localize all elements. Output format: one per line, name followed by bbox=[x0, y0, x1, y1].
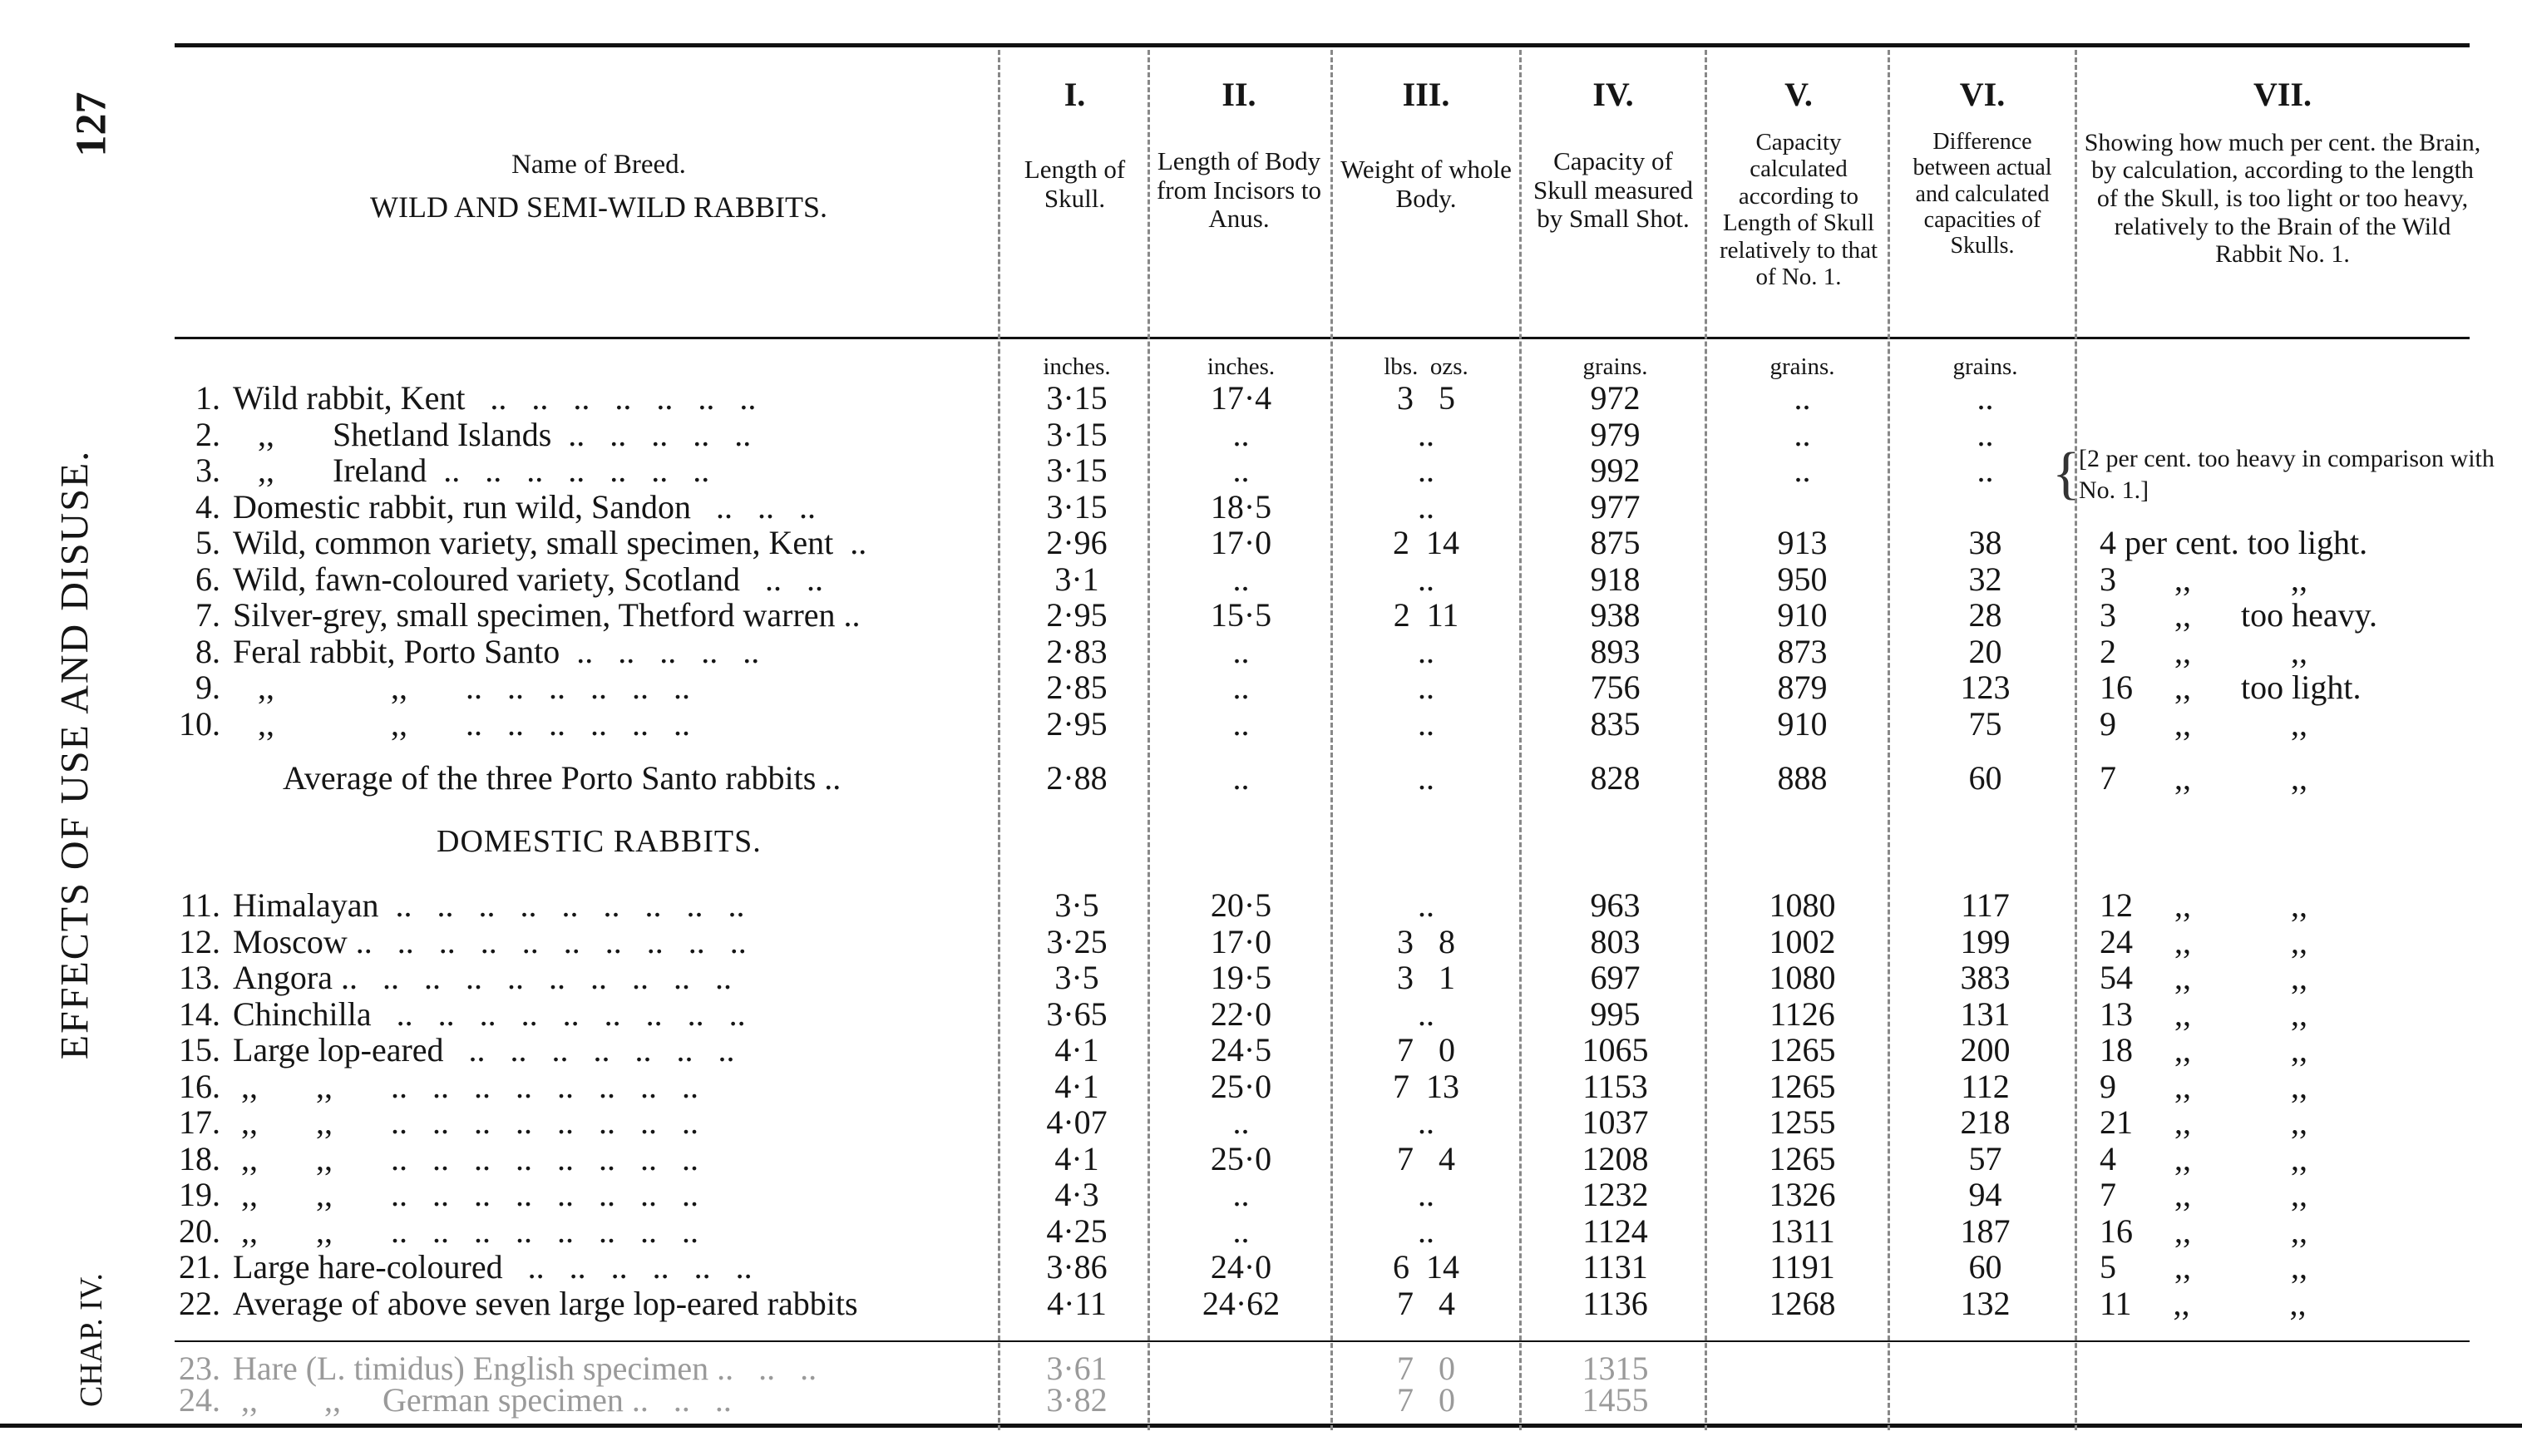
cell-c4: 1208 bbox=[1582, 1139, 1649, 1177]
cell-c1: 2·96 bbox=[1046, 524, 1108, 561]
cell-c5: 1080 bbox=[1769, 959, 1836, 996]
table-row bbox=[0, 1247, 2522, 1284]
cell-c5: 1191 bbox=[1769, 1248, 1835, 1286]
cell-name: ,, ,, .. .. .. .. .. .. .. .. bbox=[233, 1212, 698, 1250]
cell-c6: 20 bbox=[1968, 632, 2002, 670]
table-row bbox=[0, 1030, 2522, 1067]
cell-no: 10. bbox=[179, 704, 220, 743]
cell-no: 12. bbox=[179, 922, 220, 960]
cell-no: 16. bbox=[179, 1067, 220, 1105]
cell-c7: 24 ,, ,, bbox=[2100, 922, 2307, 960]
cell-c5: 1265 bbox=[1769, 1031, 1836, 1069]
cell-c5: .. bbox=[1794, 452, 1811, 489]
cell-c7: 4 ,, ,, bbox=[2100, 1139, 2307, 1177]
cell-name: Wild rabbit, Kent .. .. .. .. .. .. .. bbox=[233, 379, 757, 417]
cell-c3: 7 0 bbox=[1397, 1350, 1455, 1387]
brace-rows-1-4: { bbox=[2052, 442, 2080, 506]
cell-name: ,, ,, .. .. .. .. .. .. .. .. bbox=[233, 1176, 698, 1213]
average-porto-santo-row: Average of the three Porto Santo rabbits .. 2·88 .. .. 828 888 60 7 ,, ,, bbox=[283, 759, 2307, 797]
table-row bbox=[0, 1175, 2522, 1212]
cell-c6: 131 bbox=[1960, 995, 2011, 1033]
cell-c5: 1080 bbox=[1769, 886, 1836, 924]
cell-name: ,, ,, .. .. .. .. .. .. .. .. bbox=[233, 1103, 698, 1141]
cell-c2: .. bbox=[1232, 560, 1250, 598]
cell-c7: 16 ,, ,, bbox=[2100, 1212, 2307, 1250]
cell-no: 2. bbox=[195, 415, 220, 453]
cell-name: ,, ,, German specimen .. .. .. bbox=[233, 1381, 732, 1419]
hare-rule bbox=[175, 1340, 2470, 1342]
cell-c2: 17·0 bbox=[1210, 524, 1272, 561]
cell-name: Wild, common variety, small specimen, Kent .. bbox=[233, 524, 867, 561]
cell-c7: 12 ,, ,, bbox=[2100, 886, 2307, 924]
cell-c1: 4·25 bbox=[1046, 1212, 1108, 1250]
cell-c3: .. bbox=[1418, 487, 1434, 526]
cell-c4: 1455 bbox=[1582, 1381, 1649, 1419]
cell-c7: 9 ,, ,, bbox=[2100, 704, 2307, 743]
table-row bbox=[0, 958, 2522, 995]
cell-c3: 3 8 bbox=[1397, 922, 1455, 960]
cell-c2: .. bbox=[1232, 632, 1250, 670]
cell-c7: 13 ,, ,, bbox=[2100, 995, 2307, 1033]
cell-c6: 187 bbox=[1960, 1212, 2011, 1250]
cell-c2: 18·5 bbox=[1210, 487, 1272, 526]
cell-c1: 3·86 bbox=[1046, 1248, 1108, 1286]
cell-no: 4. bbox=[195, 487, 220, 526]
cell-c4: 995 bbox=[1590, 995, 1641, 1033]
header-rule bbox=[175, 337, 2470, 339]
table-row bbox=[0, 1103, 2522, 1139]
cell-c4: 1131 bbox=[1582, 1248, 1648, 1286]
cell-c6: 117 bbox=[1961, 886, 2010, 924]
cell-c7: 21 ,, ,, bbox=[2100, 1103, 2307, 1141]
cell-c4: 918 bbox=[1590, 560, 1641, 598]
cell-c5: 1255 bbox=[1769, 1103, 1836, 1141]
cell-c4: 803 bbox=[1590, 922, 1641, 960]
cell-c4: 893 bbox=[1590, 632, 1641, 670]
table-row bbox=[0, 704, 2522, 741]
cell-name: ,, ,, .. .. .. .. .. .. bbox=[233, 704, 690, 743]
cell-name: Himalayan .. .. .. .. .. .. .. .. .. bbox=[233, 886, 745, 924]
cell-c7: 3 ,, ,, bbox=[2100, 560, 2307, 598]
cell-c4: 972 bbox=[1590, 379, 1641, 417]
cell-c7: 2 ,, ,, bbox=[2100, 632, 2307, 670]
table-row bbox=[0, 632, 2522, 669]
units-col-3: lbs. ozs. bbox=[1384, 353, 1468, 380]
average-label: Average of the three Porto Santo rabbits .. bbox=[283, 759, 841, 797]
cell-c4: 938 bbox=[1590, 596, 1641, 634]
cell-c7: 7 ,, ,, bbox=[2100, 1176, 2307, 1213]
cell-c3: .. bbox=[1418, 995, 1434, 1033]
cell-name: ,, ,, .. .. .. .. .. .. .. .. bbox=[233, 1067, 698, 1105]
page-number: 127 bbox=[67, 91, 116, 157]
cell-c3: .. bbox=[1418, 632, 1434, 670]
header-col-2: II. Length of Body from Incisors to Anus. bbox=[1156, 76, 1322, 234]
cell-c6: 38 bbox=[1968, 524, 2002, 561]
cell-no: 19. bbox=[179, 1176, 220, 1213]
cell-c4: 875 bbox=[1590, 524, 1641, 561]
cell-name: Angora .. .. .. .. .. .. .. .. .. .. bbox=[233, 959, 732, 996]
cell-c6: 218 bbox=[1960, 1103, 2011, 1141]
cell-c6: 123 bbox=[1960, 669, 2011, 706]
cell-c1: 4·11 bbox=[1047, 1284, 1107, 1322]
table-row bbox=[0, 1284, 2522, 1320]
units-col-2: inches. bbox=[1207, 353, 1276, 380]
cell-name: Average of above seven large lop-eared rabbits bbox=[233, 1284, 858, 1322]
cell-c2: 24·5 bbox=[1210, 1031, 1272, 1069]
cell-c2: .. bbox=[1232, 704, 1250, 743]
cell-c2: 19·5 bbox=[1210, 959, 1272, 996]
cell-no: 5. bbox=[195, 524, 220, 561]
cell-c6: 199 bbox=[1960, 922, 2011, 960]
cell-no: 1. bbox=[195, 379, 220, 417]
cell-c3: 3 1 bbox=[1397, 959, 1455, 996]
header-name-label: Name of Breed. bbox=[511, 150, 686, 180]
table-row bbox=[0, 595, 2522, 632]
cell-c5: .. bbox=[1794, 379, 1811, 417]
header-col-7: VII. Showing how much per cent. the Brain, by calculation, according to the length of the Skull, is too light or too heavy, relatively to the Brain of the Wild Rabbit No. 1. bbox=[2084, 76, 2481, 269]
cell-c6: 200 bbox=[1960, 1031, 2011, 1069]
cell-c3: .. bbox=[1418, 1103, 1434, 1141]
cell-c7: 9 ,, ,, bbox=[2100, 1067, 2307, 1105]
cell-c2: 17·4 bbox=[1210, 379, 1272, 417]
cell-no: 7. bbox=[195, 596, 220, 634]
cell-c7: 4 per cent. too light. bbox=[2100, 524, 2368, 561]
cell-c5: 913 bbox=[1777, 524, 1828, 561]
units-col-4: grains. bbox=[1582, 353, 1648, 380]
cell-c5: 879 bbox=[1777, 669, 1828, 706]
cell-c2: 17·0 bbox=[1210, 922, 1272, 960]
cell-no: 3. bbox=[195, 452, 220, 489]
table-row bbox=[0, 886, 2522, 922]
cell-c6: 75 bbox=[1968, 704, 2002, 743]
table-row bbox=[0, 995, 2522, 1031]
cell-c6: 32 bbox=[1968, 560, 2002, 598]
cell-c1: 2·85 bbox=[1046, 669, 1108, 706]
cell-c6: .. bbox=[1977, 452, 1994, 489]
cell-c6: 112 bbox=[1961, 1067, 2010, 1105]
cell-c6: 132 bbox=[1960, 1284, 2011, 1322]
cell-no: 24. bbox=[179, 1381, 220, 1419]
cell-name: Silver-grey, small specimen, Thetford warren .. bbox=[233, 596, 861, 634]
cell-c1: 3·15 bbox=[1046, 415, 1108, 453]
cell-c1: 3·65 bbox=[1046, 995, 1108, 1033]
running-title: EFFECTS OF USE AND DISUSE. bbox=[52, 449, 97, 1060]
cell-c6: 60 bbox=[1968, 1248, 2002, 1286]
cell-c1: 3·25 bbox=[1046, 922, 1108, 960]
cell-c7: 11 ,, ,, bbox=[2100, 1284, 2307, 1322]
cell-name: ,, Ireland .. .. .. .. .. .. .. bbox=[233, 452, 710, 489]
cell-c3: 7 4 bbox=[1397, 1284, 1455, 1322]
cell-name: Feral rabbit, Porto Santo .. .. .. .. .. bbox=[233, 632, 760, 670]
cell-c1: 3·82 bbox=[1046, 1381, 1108, 1419]
cell-c2: 24·0 bbox=[1210, 1248, 1272, 1286]
cell-c6: 57 bbox=[1968, 1139, 2002, 1177]
cell-c5: 910 bbox=[1777, 704, 1828, 743]
header-col-6: VI. Difference between actual and calculated capacities of Skulls. bbox=[1912, 76, 2052, 259]
cell-name: Large hare-coloured .. .. .. .. .. .. bbox=[233, 1248, 753, 1286]
cell-c1: 2·83 bbox=[1046, 632, 1108, 670]
cell-c5: 950 bbox=[1777, 560, 1828, 598]
note-rows-1-4: [2 per cent. too heavy in comparison with No. 1.] bbox=[2079, 445, 2495, 504]
cell-c1: 4·1 bbox=[1054, 1139, 1099, 1177]
cell-no: 9. bbox=[195, 669, 220, 706]
table-row bbox=[0, 1212, 2522, 1248]
domestic-section-title: DOMESTIC RABBITS. bbox=[437, 824, 762, 859]
table-row bbox=[0, 1067, 2522, 1103]
cell-no: 22. bbox=[179, 1284, 220, 1322]
cell-no: 15. bbox=[179, 1031, 220, 1069]
cell-c2: 25·0 bbox=[1210, 1067, 1272, 1105]
table-row bbox=[0, 1139, 2522, 1176]
cell-c5: .. bbox=[1794, 415, 1811, 453]
cell-c1: 3·15 bbox=[1046, 452, 1108, 489]
table-row bbox=[0, 922, 2522, 959]
cell-c2: 22·0 bbox=[1210, 995, 1272, 1033]
cell-c2: .. bbox=[1232, 1103, 1250, 1141]
cell-c1: 3·5 bbox=[1054, 959, 1099, 996]
cell-c1: 3·15 bbox=[1046, 487, 1108, 526]
cell-no: 23. bbox=[179, 1350, 220, 1387]
cell-no: 13. bbox=[179, 959, 220, 996]
cell-c5: 1265 bbox=[1769, 1139, 1836, 1177]
cell-c7: 3 ,, too heavy. bbox=[2100, 596, 2378, 634]
cell-c2: 24·62 bbox=[1202, 1284, 1281, 1322]
cell-c3: .. bbox=[1418, 669, 1434, 706]
header-name bbox=[216, 150, 981, 224]
units-col-1: inches. bbox=[1043, 353, 1111, 380]
cell-c3: .. bbox=[1418, 452, 1434, 489]
cell-c3: 7 13 bbox=[1393, 1067, 1459, 1105]
cell-c1: 4·07 bbox=[1046, 1103, 1108, 1141]
cell-c1: 4·1 bbox=[1054, 1067, 1099, 1105]
cell-c7: 54 ,, ,, bbox=[2100, 959, 2307, 996]
table-row bbox=[0, 378, 2522, 415]
cell-c3: .. bbox=[1418, 704, 1434, 743]
table-row bbox=[0, 560, 2522, 596]
cell-c1: 3·61 bbox=[1046, 1350, 1108, 1387]
cell-c4: 977 bbox=[1590, 487, 1641, 526]
cell-name: Moscow .. .. .. .. .. .. .. .. .. .. bbox=[233, 922, 747, 960]
cell-c1: 3·15 bbox=[1046, 379, 1108, 417]
cell-c3: 7 0 bbox=[1397, 1031, 1455, 1069]
cell-name: Large lop-eared .. .. .. .. .. .. .. bbox=[233, 1031, 735, 1069]
cell-c4: 1136 bbox=[1582, 1284, 1648, 1322]
cell-name: ,, ,, .. .. .. .. .. .. bbox=[233, 669, 690, 706]
cell-c7: 5 ,, ,, bbox=[2100, 1248, 2307, 1286]
bottom-rule bbox=[0, 1424, 2522, 1428]
units-col-6: grains. bbox=[1952, 353, 2018, 380]
cell-no: 14. bbox=[179, 995, 220, 1033]
top-rule bbox=[175, 43, 2470, 47]
cell-c4: 1037 bbox=[1582, 1103, 1649, 1141]
cell-c3: .. bbox=[1418, 1212, 1434, 1250]
cell-c3: .. bbox=[1418, 415, 1434, 453]
cell-c4: 1315 bbox=[1582, 1350, 1649, 1387]
cell-c2: .. bbox=[1232, 1212, 1250, 1250]
table-row bbox=[0, 1380, 2522, 1417]
cell-c7: 18 ,, ,, bbox=[2100, 1031, 2307, 1069]
header-col-1: I. Length of Skull. bbox=[1024, 76, 1126, 213]
chapter-label: CHAP. IV. bbox=[74, 1273, 109, 1407]
cell-c3: .. bbox=[1418, 1176, 1434, 1213]
cell-no: 6. bbox=[195, 560, 220, 598]
cell-c5: 1126 bbox=[1769, 995, 1835, 1033]
cell-c4: 1124 bbox=[1582, 1212, 1648, 1250]
cell-c3: .. bbox=[1418, 886, 1434, 924]
cell-c4: 963 bbox=[1590, 886, 1641, 924]
cell-name: ,, ,, .. .. .. .. .. .. .. .. bbox=[233, 1139, 698, 1177]
cell-c4: 1153 bbox=[1582, 1067, 1648, 1105]
cell-c6: .. bbox=[1977, 415, 1994, 453]
header-section: WILD AND SEMI-WILD RABBITS. bbox=[370, 190, 827, 224]
cell-c3: 3 5 bbox=[1397, 379, 1455, 417]
cell-c1: 2·95 bbox=[1046, 704, 1108, 743]
cell-c5: 873 bbox=[1777, 632, 1828, 670]
cell-c4: 992 bbox=[1590, 452, 1641, 489]
cell-c3: 6 14 bbox=[1393, 1248, 1459, 1286]
cell-c2: .. bbox=[1232, 669, 1250, 706]
cell-c6: 94 bbox=[1968, 1176, 2002, 1213]
cell-c3: 7 0 bbox=[1397, 1381, 1455, 1419]
cell-c2: .. bbox=[1232, 415, 1250, 453]
cell-c5: 1326 bbox=[1769, 1176, 1836, 1213]
cell-no: 21. bbox=[179, 1248, 220, 1286]
cell-name: Chinchilla .. .. .. .. .. .. .. .. .. bbox=[233, 995, 746, 1033]
cell-name: Hare (L. timidus) English specimen .. .. .. bbox=[233, 1350, 817, 1387]
cell-c3: .. bbox=[1418, 560, 1434, 598]
cell-c4: 835 bbox=[1590, 704, 1641, 743]
cell-c1: 2·95 bbox=[1046, 596, 1108, 634]
cell-c1: 4·3 bbox=[1054, 1176, 1099, 1213]
cell-name: Domestic rabbit, run wild, Sandon .. .. .. bbox=[233, 487, 817, 526]
cell-c4: 979 bbox=[1590, 415, 1641, 453]
cell-c1: 3·5 bbox=[1054, 886, 1099, 924]
header-col-5: V. Capacity calculated according to Length of Skull relatively to that of No. 1. bbox=[1719, 76, 1878, 291]
cell-c4: 697 bbox=[1590, 959, 1641, 996]
cell-c2: 20·5 bbox=[1210, 886, 1272, 924]
cell-name: ,, Shetland Islands .. .. .. .. .. bbox=[233, 415, 752, 453]
cell-c3: 2 14 bbox=[1393, 524, 1459, 561]
cell-c3: 7 4 bbox=[1397, 1139, 1455, 1177]
header-col-4: IV. Capacity of Skull measured by Small Shot. bbox=[1533, 76, 1693, 234]
cell-no: 8. bbox=[195, 632, 220, 670]
cell-no: 17. bbox=[179, 1103, 220, 1141]
cell-c6: 383 bbox=[1960, 959, 2011, 996]
cell-name: Wild, fawn-coloured variety, Scotland .. .. bbox=[233, 560, 824, 598]
cell-c4: 1065 bbox=[1582, 1031, 1649, 1069]
cell-c2: 25·0 bbox=[1210, 1139, 1272, 1177]
cell-no: 20. bbox=[179, 1212, 220, 1250]
header-col-3: III. Weight of whole Body. bbox=[1340, 76, 1512, 213]
cell-c7: 16 ,, too light. bbox=[2100, 669, 2362, 706]
cell-c4: 756 bbox=[1590, 669, 1641, 706]
cell-c3: 2 11 bbox=[1393, 596, 1459, 634]
cell-c5: 910 bbox=[1777, 596, 1828, 634]
cell-c6: .. bbox=[1977, 379, 1994, 417]
cell-c1: 3·1 bbox=[1054, 560, 1099, 598]
cell-no: 11. bbox=[180, 886, 220, 924]
cell-c1: 4·1 bbox=[1054, 1031, 1099, 1069]
units-col-5: grains. bbox=[1769, 353, 1835, 380]
cell-c5: 1002 bbox=[1769, 922, 1836, 960]
cell-c4: 1232 bbox=[1582, 1176, 1649, 1213]
table-row bbox=[0, 523, 2522, 560]
cell-no: 18. bbox=[179, 1139, 220, 1177]
table-row bbox=[0, 668, 2522, 704]
cell-c5: 1311 bbox=[1769, 1212, 1835, 1250]
cell-c5: 1268 bbox=[1769, 1284, 1836, 1322]
cell-c2: .. bbox=[1232, 452, 1250, 489]
cell-c6: 28 bbox=[1968, 596, 2002, 634]
cell-c2: .. bbox=[1232, 1176, 1250, 1213]
cell-c2: 15·5 bbox=[1210, 596, 1272, 634]
cell-c5: 1265 bbox=[1769, 1067, 1836, 1105]
